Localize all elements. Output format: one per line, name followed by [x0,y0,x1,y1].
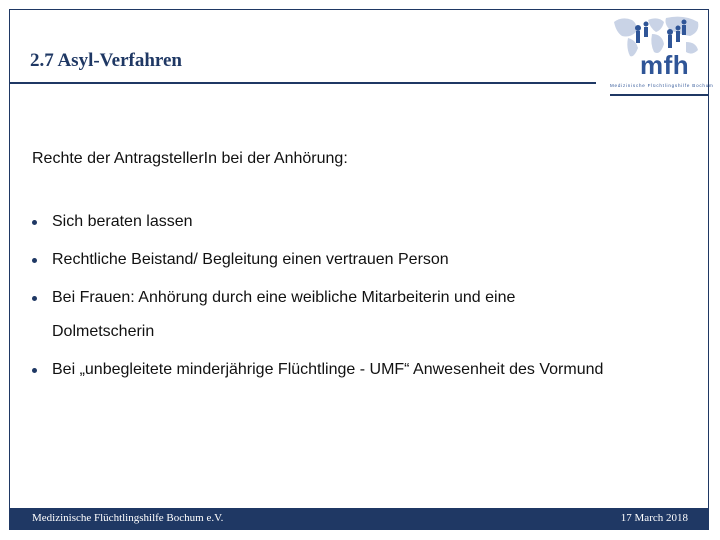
logo-wordmark: mfh [640,50,690,80]
footer-bar [10,508,708,529]
bullet-text: Sich beraten lassen [52,213,193,230]
bullet-text: Bei Frauen: Anhörung durch eine weibliche Mitarbeiterin und eine Dolmetscherin [52,289,516,340]
bullet-item [32,353,692,387]
bullet-dot-icon [32,258,37,263]
bullet-item [32,281,612,349]
bullet-item [32,243,692,277]
bullet-text: Rechtliche Beistand/ Begleitung einen vertrauen Person [52,251,449,268]
title-divider [10,82,596,84]
bullet-dot-icon [32,368,37,373]
intro-text: Rechte der AntragstellerIn bei der Anhörung: [32,150,348,167]
footer-date: 17 March 2018 [620,512,688,524]
bullet-dot-icon [32,220,37,225]
footer-organization: Medizinische Flüchtlingshilfe Bochum e.V. [32,512,224,524]
slide-title: 2.7 Asyl-Verfahren [30,50,182,71]
bullet-list [32,205,692,391]
bullet-item [32,205,692,239]
bullet-dot-icon [32,296,37,301]
logo-divider [610,94,708,96]
bullet-text: Bei „unbegleitete minderjährige Flüchtlinge - UMF“ Anwesenheit des Vormund [52,361,604,378]
logo-subtitle: Medizinische Flüchtlingshilfe Bochum [610,83,714,88]
